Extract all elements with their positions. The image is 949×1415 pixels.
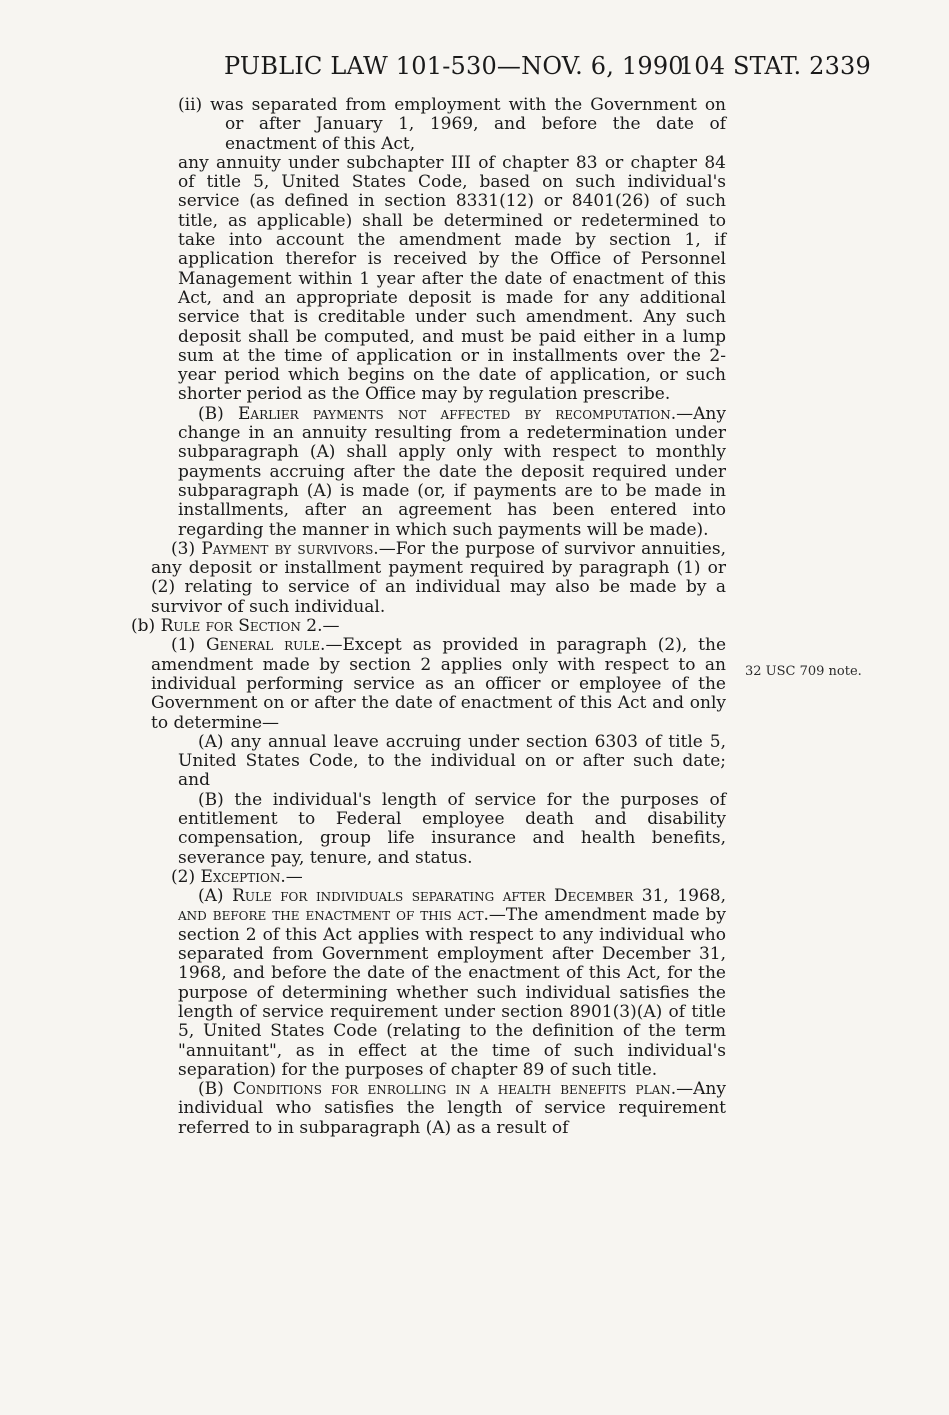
paragraph-label: (2) [171,866,201,887]
running-header-title: PUBLIC LAW 101-530—NOV. 6, 1990 [224,52,684,80]
subsection-heading: Rule for Section 2. [160,616,323,637]
running-header-page-number: 104 STAT. 2339 [678,52,871,80]
margin-note-citation: 32 USC 709 note. [745,664,862,679]
subsection-b-rule-for-section-2 [131,617,726,636]
paragraph-annuity-determination: any annuity under subchapter III of chapter 83 or chapter 84 of title 5, United States Code, based on such individual's service (as defined in section 8331(12) or 8401(26) of such title, as applicable) shall be determined or redetermined to take into account the amendment made by section 1, if application therefor is received by the Office of Personnel Management within 1 year after the date of enactment of this Act, and an appropriate deposit is made for any additional service that is creditable under such amendment. Any such deposit shall be computed, and must be paid either in a lump sum at the time of application or in installments over the 2-year period which begins on the date of application, or such shorter period as the Office may by regulation prescribe. [178,152,726,405]
subparagraph-label: (B) [198,1079,233,1100]
paragraph-3-payment-by-survivors [131,540,726,617]
paragraph-label: (1) [171,635,206,656]
paragraph-text: —Except as provided in paragraph (2), the amendment made by section 2 applies only with respect to an individual performing service as an officer or employee of the Government on or after the date of enactment of this Act and only to determine— [151,635,727,733]
statute-body [131,96,726,1138]
subparagraph-a-annual-leave: (A) any annual leave accruing under section 6303 of title 5, United States Code, to the individual on or after such date; and [178,731,726,791]
subparagraph-text: —The amendment made by section 2 of this Act applies with respect to any individual who separated from Government employment after December 31, 1968, and before the date of the enactment of this Act, for the purpose of determining whether such individual satisfies the length of service requirement under section 8901(3)(A) of title 5, United States Code (relating to the definition of the term "annuitant", as in effect at the time of such individual's separation) for the purposes of chapter 89 of such title. [178,905,726,1080]
subparagraph-a-rule-for-separating-individuals [131,887,726,1080]
paragraph-clause-ii: (ii) was separated from employment with the Government on or after January 1, 1969, and before the date of enactment of this Act, [178,95,726,154]
subsection-label: (b) [131,616,161,637]
subparagraph-heading: Conditions for enrolling in a health benefits plan. [232,1079,677,1100]
paragraph-heading: Exception. [200,866,286,887]
subparagraph-text: —Any change in an annuity resulting from a redetermination under subparagraph (A) shall apply only with respect to monthly payments accruing after the date the deposit required under subparagraph (A) is made (or, if payments are to be made in installments, after an agreement has been entered into regarding the manner in which such payments will be made). [178,403,726,540]
subparagraph-heading: Rule for individuals separating after December 31, 1968, and before the enactment of this act. [178,886,726,926]
paragraph-text: —For the purpose of survivor annuities, any deposit or installment payment required by paragraph (1) or (2) relating to service of an individual may also be made by a survivor of such individual. [151,538,726,617]
paragraph-heading: General rule. [205,635,326,656]
paragraph-2-exception [131,868,726,887]
subparagraph-b-health-benefits-conditions [131,1080,726,1138]
subparagraph-b-length-of-service: (B) the individual's length of service for the purposes of entitlement to Federal employee death and disability compensation, group life insurance and health benefits, severance pay, tenure, and status. [178,789,726,868]
paragraph-subparagraph-b-earlier-payments [131,405,726,540]
paragraph-heading: Payment by survivors. [201,538,379,559]
subparagraph-label: (B) [198,403,239,424]
paragraph-label: (3) [171,538,202,559]
subsection-text: — [322,616,340,637]
subparagraph-text: —Any individual who satisfies the length of service requirement referred to in subparagraph (A) as a result of [178,1079,726,1138]
paragraph-text: — [285,866,303,887]
subparagraph-heading: Earlier payments not affected by recomputation. [238,403,677,424]
paragraph-1-general-rule [131,636,726,732]
subparagraph-label: (A) [198,886,233,907]
